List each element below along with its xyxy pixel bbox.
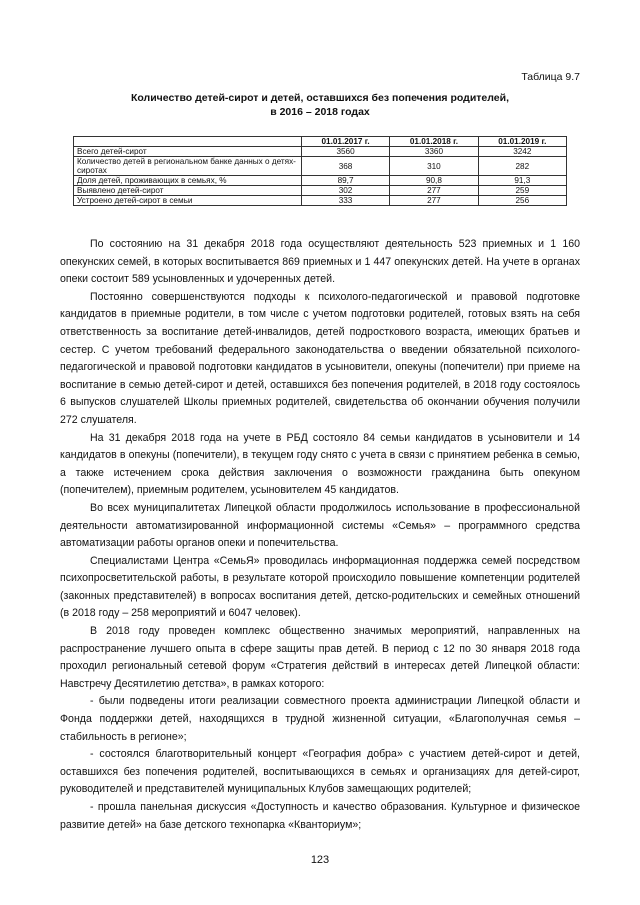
table-cell-label: Выявлено детей-сирот bbox=[74, 186, 302, 196]
table-row bbox=[74, 196, 567, 206]
table-cell: 91,3 bbox=[478, 176, 566, 186]
table-cell: 282 bbox=[478, 157, 566, 176]
table-cell-label: Доля детей, проживающих в семьях, % bbox=[74, 176, 302, 186]
table-cell: 3360 bbox=[390, 147, 478, 157]
list-item: - прошла панельная дискуссия «Доступность и качество образования. Культурное и физическое развитие детей» на базе детского технопарка «Кванториум»; bbox=[60, 801, 580, 831]
statistics-table bbox=[73, 136, 567, 206]
paragraph: Специалистами Центра «СемьЯ» проводилась информационная поддержка семей посредством психопросветительской работы, в результате которой происходило повышение компетенции родителей (законных представителей) в вопросах воспитания детей, детско-родительских и семейных отношений (в 2018 году – 258 мероприятий и 6047 человек). bbox=[60, 554, 580, 620]
table-caption: Таблица 9.7 bbox=[521, 71, 580, 83]
table-header-cell: 01.01.2019 г. bbox=[478, 137, 566, 147]
table-cell: 310 bbox=[390, 157, 478, 176]
table-title-line: Количество детей-сирот и детей, оставшихся без попечения родителей, bbox=[130, 92, 509, 104]
table-row bbox=[74, 147, 567, 157]
paragraph: Во всех муниципалитетах Липецкой области продолжилось использование в профессиональной деятельности автоматизированной информационной системы «Семья» – программного средства автоматизации работы органов опеки и попечительства. bbox=[60, 501, 580, 550]
table-cell: 277 bbox=[390, 186, 478, 196]
table-cell-label: Количество детей в региональном банке данных о детях-сиротах bbox=[74, 157, 302, 176]
paragraph: Постоянно совершенствуются подходы к психолого-педагогической и правовой подготовке кандидатов в приемные родители, в том числе с учетом подготовки родителей, готовых взять на себя ответственность за воспитание детей-инвалидов, детей подросткового возраста, имеющих братьев и сестер. С учетом требований федерального законодательства о введении обязательной психолого-педагогической и правовой подготовки кандидатов в усыновители, опекуны (попечители) при приеме на воспитание в семью детей-сирот и детей, оставшихся без попечения родителей, в 2018 году состоялось 6 выпусков слушателей Школы приемных родителей, свидетельства об окончании обучения получили 272 слушателя. bbox=[60, 290, 580, 426]
table-cell: 277 bbox=[390, 196, 478, 206]
table-header-cell bbox=[74, 137, 302, 147]
table-cell: 368 bbox=[301, 157, 389, 176]
table-cell: 90,8 bbox=[390, 176, 478, 186]
table-row bbox=[74, 157, 567, 176]
table-cell: 302 bbox=[301, 186, 389, 196]
table-title bbox=[60, 91, 580, 119]
paragraph: На 31 декабря 2018 года на учете в РБД состояло 84 семьи кандидатов в усыновители и 14 кандидатов в опекуны (попечители), в текущем году снято с учета в связи с принятием ребенка в семью, а также истечением срока действия заключения о возможности гражданина быть опекуном (попечителем), приемным родителем, усыновителем 45 кандидатов. bbox=[60, 431, 580, 497]
table-cell: 256 bbox=[478, 196, 566, 206]
table-cell-label: Всего детей-сирот bbox=[74, 147, 302, 157]
table-title-line: в 2016 – 2018 годах bbox=[270, 106, 370, 118]
table-cell: 3560 bbox=[301, 147, 389, 157]
page-number: 123 bbox=[310, 854, 330, 866]
table-cell: 89,7 bbox=[301, 176, 389, 186]
table-cell: 259 bbox=[478, 186, 566, 196]
paragraph: В 2018 году проведен комплекс общественно значимых мероприятий, направленных на распространение лучшего опыта в сфере защиты прав детей. В период с 12 по 30 января 2018 года проходил региональный сетевой форум «Стратегия действий в интересах детей Липецкой области: Навстречу Десятилетию детства», в рамках которого: bbox=[60, 625, 580, 690]
table-row bbox=[74, 186, 567, 196]
table-header-row bbox=[74, 137, 567, 147]
body-text bbox=[60, 236, 580, 834]
table-header-cell: 01.01.2018 г. bbox=[390, 137, 478, 147]
table-cell: 333 bbox=[301, 196, 389, 206]
table-header-cell: 01.01.2017 г. bbox=[301, 137, 389, 147]
table-cell-label: Устроено детей-сирот в семьи bbox=[74, 196, 302, 206]
table-row bbox=[74, 176, 567, 186]
list-item: - состоялся благотворительный концерт «География добра» с участием детей-сирот и детей, оставшихся без попечения родителей, воспитывающихся в семьях и организациях для детей-сирот, руководителей и представителей муниципальных Клубов замещающих родителей; bbox=[60, 748, 580, 796]
list-item: - были подведены итоги реализации совместного проекта администрации Липецкой области и Фонда поддержки детей, находящихся в трудной жизненной ситуации, «Благополучная семья – стабильность в регионе»; bbox=[60, 695, 580, 743]
table-cell: 3242 bbox=[478, 147, 566, 157]
paragraph: По состоянию на 31 декабря 2018 года осуществляют деятельность 523 приемных и 1 160 опекунских семей, в которых воспитывается 869 приемных и 1 447 опекунских детей. На учете в органах опеки состоит 589 усыновленных и удочеренных детей. bbox=[60, 238, 580, 286]
